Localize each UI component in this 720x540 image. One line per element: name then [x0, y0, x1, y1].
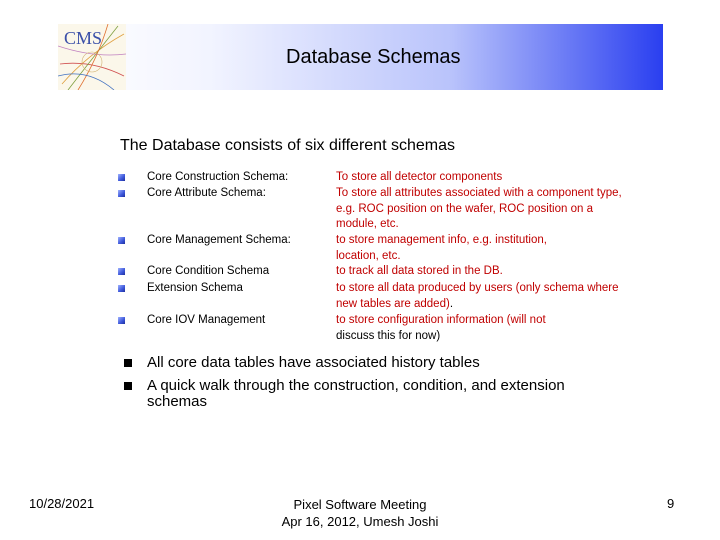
schema-description: to track all data stored in the DB.	[336, 265, 503, 277]
bullet-square-icon	[124, 382, 132, 390]
footer-meeting-info	[260, 496, 460, 530]
bullet-square-icon	[118, 268, 125, 275]
bullet-square-icon	[118, 285, 125, 292]
schema-description	[336, 313, 626, 344]
summary-bullet-text: A quick walk through the construction, condition, and extension schemas	[147, 377, 565, 410]
schema-description-black: discuss this for now)	[336, 329, 441, 342]
schema-label: Core IOV Management	[147, 314, 266, 326]
schema-description: To store all attributes associated with a component type, e.g. ROC position on the wafer, ROC position on a module, etc.	[336, 187, 622, 230]
schema-label: Core Management Schema:	[147, 234, 291, 246]
logo-text: CMS	[64, 28, 103, 48]
slide-title: Database Schemas	[286, 46, 461, 68]
schema-description-text: to store all data produced by users (only schema where new tables are added)	[336, 282, 619, 310]
footer-author: Apr 16, 2012, Umesh Joshi	[281, 514, 439, 529]
bullet-square-icon	[124, 359, 132, 367]
footer-date: 10/28/2021	[29, 496, 95, 511]
page-number: 9	[667, 496, 675, 511]
cms-logo	[58, 24, 126, 90]
bullet-square-icon	[118, 190, 125, 197]
intro-text: The Database consists of six different schemas	[120, 137, 455, 154]
schema-description	[336, 281, 626, 312]
footer-meeting: Pixel Software Meeting	[293, 497, 427, 512]
summary-bullet-text: All core data tables have associated history tables	[147, 354, 480, 371]
schema-description: To store all detector components	[336, 171, 503, 183]
bullet-square-icon	[118, 317, 125, 324]
schema-description-period: .	[449, 297, 454, 310]
bullet-square-icon	[118, 174, 125, 181]
schema-label: Core Condition Schema	[147, 265, 270, 277]
schema-label: Extension Schema	[147, 282, 243, 294]
slide-header	[58, 24, 663, 90]
schema-label: Core Construction Schema:	[147, 171, 289, 183]
bullet-square-icon	[118, 237, 125, 244]
schema-label: Core Attribute Schema:	[147, 187, 266, 199]
schema-description-text: to store configuration information (will not	[336, 314, 546, 326]
schema-description: to store management info, e.g. institution, location, etc.	[336, 234, 547, 262]
